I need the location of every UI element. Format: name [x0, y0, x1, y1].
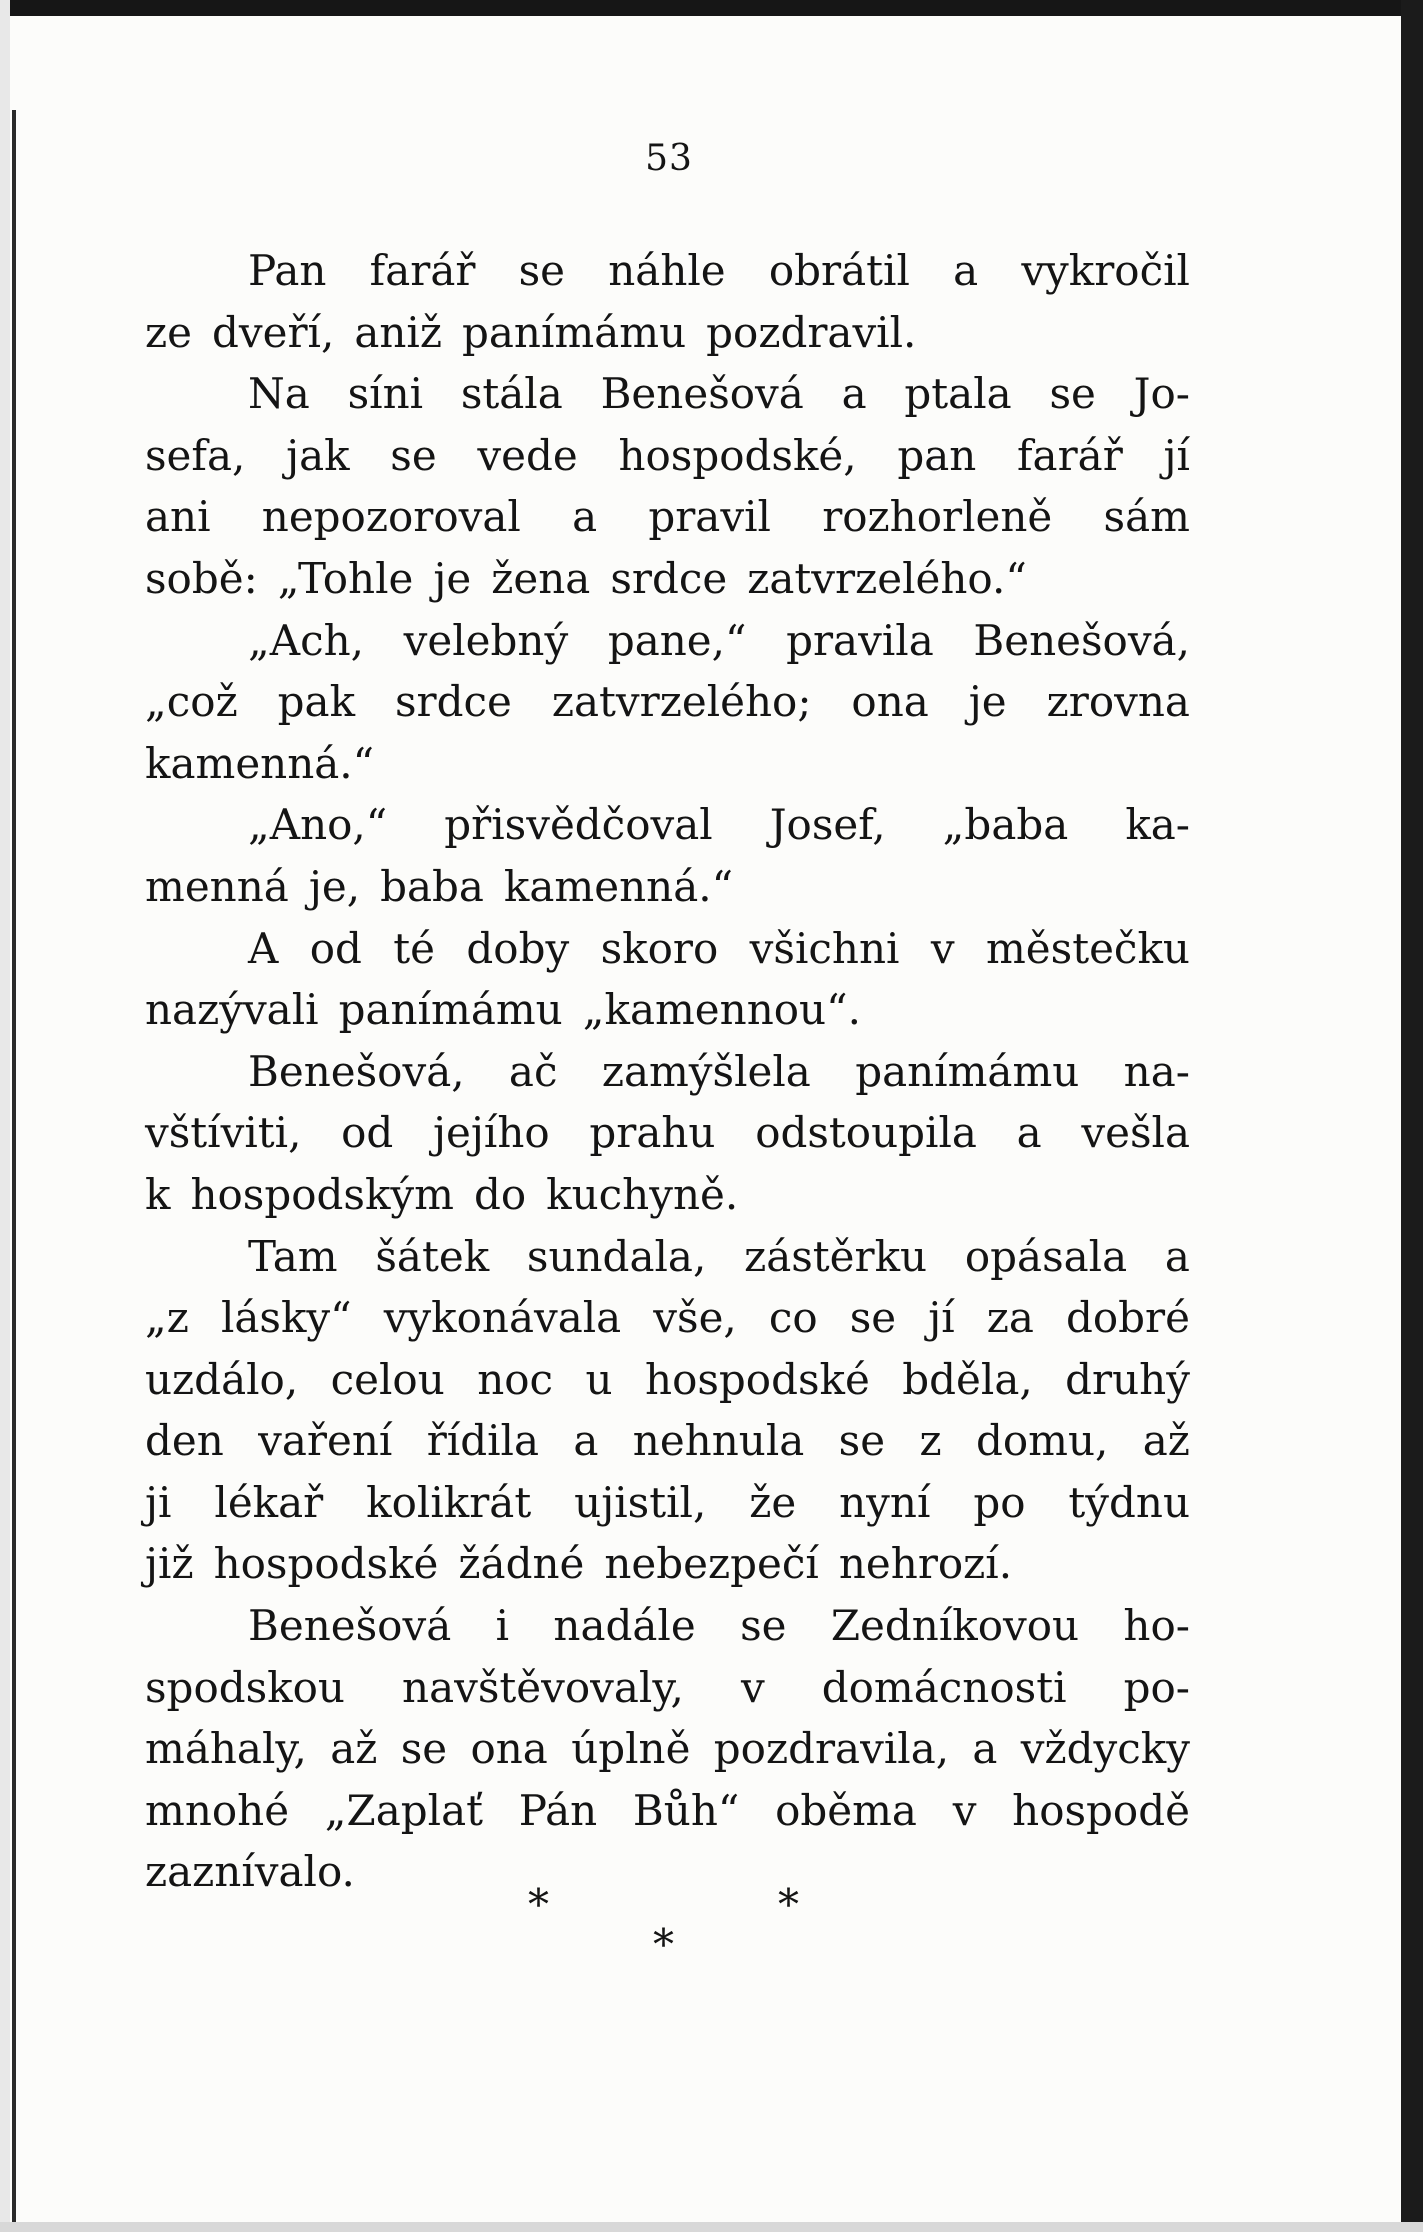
word: v: [930, 923, 955, 973]
text-line: [145, 1102, 1190, 1164]
word: a: [972, 1724, 998, 1774]
word: ze: [145, 307, 192, 357]
word: po: [973, 1477, 1026, 1527]
word: opásala: [964, 1231, 1128, 1281]
word: farář: [369, 246, 476, 295]
word: ona: [851, 677, 929, 727]
word: odstoupila: [755, 1108, 977, 1158]
text-line: [145, 1718, 1190, 1780]
word: a: [572, 492, 598, 542]
word: nadále: [553, 1601, 696, 1651]
word: v: [740, 1662, 765, 1712]
word: té: [393, 923, 436, 973]
word: Pan: [248, 246, 327, 295]
word: již: [145, 1539, 194, 1589]
word: kamenná.“: [503, 861, 734, 911]
word: zamýšlela: [601, 1046, 811, 1096]
word: co: [768, 1293, 818, 1343]
word: ptala: [904, 369, 1012, 419]
word: doby: [466, 923, 570, 973]
word: na-: [1123, 1046, 1190, 1096]
word: nehrozí.: [838, 1539, 1013, 1589]
word: úplně: [571, 1724, 691, 1774]
word: pan: [897, 430, 977, 480]
word: se: [518, 246, 566, 295]
text-line: [145, 1226, 1190, 1288]
text-line: [145, 1410, 1190, 1472]
word: týdnu: [1068, 1477, 1190, 1527]
word: skoro: [600, 923, 719, 973]
word: celou: [330, 1354, 445, 1404]
word: pane,“: [607, 615, 747, 665]
word: za: [986, 1293, 1034, 1343]
word: ho-: [1123, 1601, 1190, 1651]
word: panímámu: [461, 307, 687, 357]
word: Tam: [248, 1231, 338, 1281]
word: srdce: [395, 677, 512, 727]
word: se: [400, 1724, 448, 1774]
word: prahu: [589, 1108, 716, 1158]
word: řídila: [426, 1416, 540, 1466]
text-line: [145, 548, 1190, 610]
word: kolikrát: [366, 1477, 532, 1527]
word: k: [145, 1169, 171, 1219]
word: až: [1142, 1416, 1190, 1466]
word: nehnula: [632, 1416, 805, 1466]
word: uzdálo,: [145, 1354, 299, 1404]
word: ji: [145, 1477, 172, 1527]
word: nebezpečí: [604, 1539, 819, 1589]
text-line: [145, 856, 1190, 918]
word: máhaly,: [145, 1724, 307, 1774]
word: u: [585, 1354, 613, 1404]
word: den: [145, 1416, 224, 1466]
word: kamenná.“: [145, 738, 375, 788]
word: „Tohle: [277, 553, 414, 603]
word: farář: [1017, 430, 1123, 480]
word: sefa,: [145, 430, 246, 480]
word: nepozoroval: [261, 492, 521, 542]
word: Benešová: [248, 1601, 452, 1651]
word: přisvědčoval: [444, 800, 713, 850]
word: Jo-: [1133, 369, 1190, 419]
word: až: [330, 1724, 378, 1774]
scan-edge-bottom: [0, 2222, 1423, 2232]
word: síni: [347, 369, 424, 419]
word: vždycky: [1020, 1724, 1190, 1774]
word: bděla,: [902, 1354, 1033, 1404]
word: je,: [308, 861, 361, 911]
word: všichni: [749, 923, 900, 973]
word: „Ano,“: [248, 800, 388, 850]
word: ka-: [1125, 800, 1190, 850]
word: vykonávala: [383, 1293, 622, 1343]
word: se: [1049, 369, 1096, 419]
word: zástěrku: [744, 1231, 928, 1281]
word: zatvrzelého.“: [747, 553, 1027, 603]
word: jak: [286, 430, 350, 480]
text-line: [145, 302, 1190, 364]
word: sobě:: [145, 553, 258, 603]
word: že: [749, 1477, 797, 1527]
word: hospodě: [1012, 1785, 1190, 1835]
word: je: [433, 553, 472, 603]
word: Na: [248, 369, 310, 419]
word: městečku: [985, 923, 1190, 973]
word: Benešová,: [248, 1046, 465, 1096]
word: nazývali: [145, 985, 319, 1035]
word: aniž: [354, 307, 442, 357]
text-line: [145, 671, 1190, 733]
word: dveří,: [211, 307, 335, 357]
word: Pán: [518, 1785, 598, 1835]
word: mnohé: [145, 1785, 290, 1835]
word: pravil: [648, 492, 771, 542]
word: „z: [145, 1293, 189, 1343]
word: vštíviti,: [145, 1108, 302, 1158]
word: „baba: [942, 800, 1069, 850]
text-line: [145, 1287, 1190, 1349]
word: náhle: [608, 246, 726, 295]
text-line: [145, 425, 1190, 487]
text-line: [145, 918, 1190, 980]
word: a: [1164, 1231, 1190, 1281]
word: z: [919, 1416, 942, 1466]
word: druhý: [1065, 1354, 1190, 1404]
word: se: [849, 1293, 897, 1343]
separator-asterisk: *: [528, 1880, 549, 1929]
word: vaření: [258, 1416, 393, 1466]
word: vykročil: [1021, 246, 1190, 295]
word: zrovna: [1046, 677, 1190, 727]
word: pozdravil.: [706, 307, 917, 357]
body-text: [145, 240, 1190, 1903]
word: a: [573, 1416, 599, 1466]
word: zaznívalo.: [145, 1847, 355, 1897]
word: hospodské: [213, 1539, 439, 1589]
word: panímámu: [855, 1046, 1080, 1096]
word: a: [841, 369, 867, 419]
word: se: [740, 1601, 787, 1651]
text-line: [145, 1780, 1190, 1842]
word: jejího: [433, 1108, 550, 1158]
word: a: [953, 246, 979, 295]
word: jí: [1163, 430, 1190, 480]
word: se: [390, 430, 437, 480]
text-line: [145, 1041, 1190, 1103]
word: je: [968, 677, 1007, 727]
separator-asterisk: *: [653, 1920, 674, 1969]
word: „Ach,: [248, 615, 365, 665]
page-number: 53: [645, 138, 693, 179]
word: a: [1016, 1108, 1042, 1158]
word: lékař: [214, 1477, 324, 1527]
word: srdce: [610, 553, 728, 603]
word: do: [473, 1169, 527, 1219]
word: menná: [145, 861, 289, 911]
word: rozhorleně: [822, 492, 1053, 542]
word: od: [309, 923, 362, 973]
word: sundala,: [526, 1231, 707, 1281]
word: zatvrzelého;: [551, 677, 812, 727]
text-line: [145, 1472, 1190, 1534]
word: ač: [508, 1046, 558, 1096]
word: se: [838, 1416, 886, 1466]
text-line: [145, 1657, 1190, 1719]
word: jí: [928, 1293, 955, 1343]
word: i: [495, 1601, 510, 1651]
word: panímámu: [338, 985, 563, 1035]
text-line: [145, 240, 1190, 302]
text-line: [145, 733, 1190, 795]
word: noc: [477, 1354, 554, 1404]
word: ani: [145, 492, 211, 542]
word: pak: [277, 677, 356, 727]
word: spodskou: [145, 1662, 345, 1712]
text-line: [145, 1595, 1190, 1657]
word: „kamennou“.: [582, 985, 861, 1035]
word: Benešová,: [973, 615, 1190, 665]
word: Benešová: [600, 369, 804, 419]
word: domu,: [975, 1416, 1109, 1466]
word: od: [341, 1108, 394, 1158]
scan-edge-top: [0, 0, 1423, 16]
word: ujistil,: [574, 1477, 707, 1527]
text-line: [145, 1349, 1190, 1411]
word: Bůh“: [632, 1785, 740, 1835]
word: po-: [1123, 1662, 1190, 1712]
section-separator: [0, 1880, 1338, 1969]
word: lásky“: [220, 1293, 352, 1343]
text-line: [145, 363, 1190, 425]
word: A: [248, 923, 279, 973]
word: šátek: [375, 1231, 490, 1281]
word: stála: [460, 369, 563, 419]
word: žena: [491, 553, 591, 603]
word: hospodské,: [618, 430, 857, 480]
text-line: [145, 486, 1190, 548]
word: žádné: [458, 1539, 585, 1589]
word: vešla: [1081, 1108, 1190, 1158]
word: ona: [470, 1724, 548, 1774]
word: sám: [1103, 492, 1190, 542]
text-line: [145, 610, 1190, 672]
word: Zedníkovou: [830, 1601, 1080, 1651]
word: pravila: [786, 615, 934, 665]
word: hospodské: [645, 1354, 870, 1404]
word: kuchyně.: [546, 1169, 739, 1219]
word: velebný: [403, 615, 569, 665]
word: hospodským: [190, 1169, 454, 1219]
word: vše,: [653, 1293, 737, 1343]
text-line: [145, 979, 1190, 1041]
word: v: [952, 1785, 977, 1835]
separator-asterisk: *: [778, 1880, 799, 1929]
scan-edge-right: [1401, 0, 1423, 2232]
word: baba: [380, 861, 484, 911]
word: obrátil: [768, 246, 910, 295]
word: navštěvovaly,: [402, 1662, 684, 1712]
word: domácnosti: [821, 1662, 1067, 1712]
word: „což: [145, 677, 238, 727]
word: nyní: [839, 1477, 931, 1527]
word: vede: [477, 430, 578, 480]
word: oběma: [775, 1785, 917, 1835]
text-line: [145, 1164, 1190, 1226]
word: „Zaplať: [324, 1785, 484, 1835]
word: dobré: [1065, 1293, 1190, 1343]
word: Josef,: [769, 800, 886, 850]
text-line: [145, 794, 1190, 856]
text-line: [145, 1533, 1190, 1595]
word: pozdravila,: [713, 1724, 950, 1774]
